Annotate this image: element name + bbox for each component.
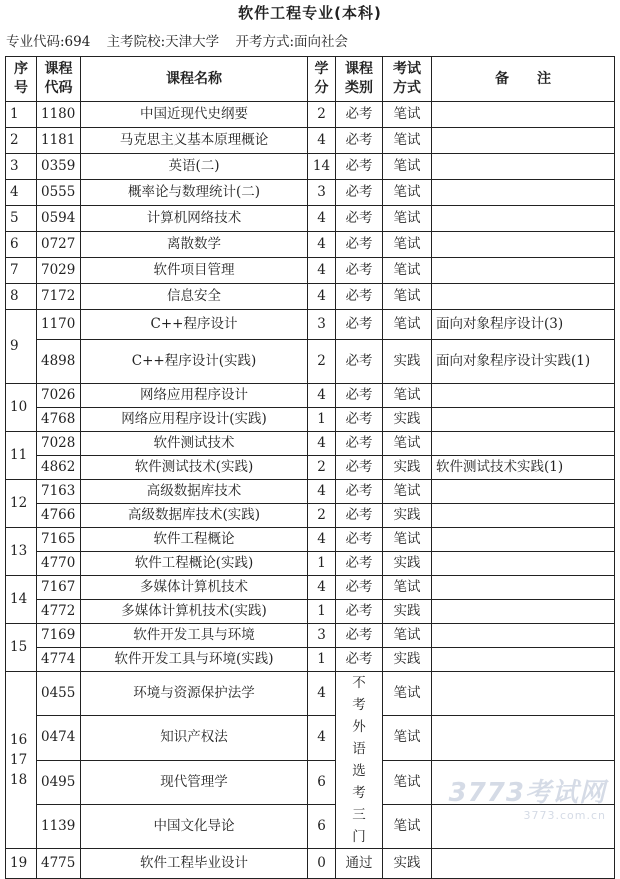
code-cell: 7169: [37, 624, 81, 648]
seq-cell: 13: [6, 528, 37, 576]
credit-cell: 2: [308, 504, 336, 528]
note-cell: [432, 849, 615, 879]
exam-cell: 笔试: [383, 804, 432, 848]
header-type: 课程类别: [336, 57, 383, 102]
exam-cell: 笔试: [383, 180, 432, 206]
note-cell: [432, 258, 615, 284]
credit-cell: 3: [308, 624, 336, 648]
name-cell: 概率论与数理统计(二): [81, 180, 308, 206]
seq-cell: 4: [6, 180, 37, 206]
credit-cell: 6: [308, 804, 336, 848]
type-cell: 必考: [336, 504, 383, 528]
credit-cell: 4: [308, 528, 336, 552]
exam-cell: 实践: [383, 408, 432, 432]
seq-cell: 15: [6, 624, 37, 672]
table-row: [6, 648, 615, 672]
table-row: [6, 180, 615, 206]
seq-cell: 11: [6, 432, 37, 480]
table-row: [6, 408, 615, 432]
code-cell: 4772: [37, 600, 81, 624]
exam-cell: 实践: [383, 340, 432, 384]
note-cell: [432, 576, 615, 600]
type-cell: 必考: [336, 310, 383, 340]
host-school: 主考院校:天津大学: [106, 34, 220, 50]
type-cell: 必考: [336, 340, 383, 384]
table-row: [6, 528, 615, 552]
table-row: [6, 206, 615, 232]
type-cell: 必考: [336, 600, 383, 624]
table-row: [6, 258, 615, 284]
table-row: [6, 340, 615, 384]
name-cell: 多媒体计算机技术: [81, 576, 308, 600]
type-cell: 必考: [336, 384, 383, 408]
credit-cell: 0: [308, 849, 336, 879]
note-cell: [432, 624, 615, 648]
seq-cell: 6: [6, 232, 37, 258]
table-row: [6, 576, 615, 600]
code-cell: 0594: [37, 206, 81, 232]
header-note: 备 注: [432, 57, 615, 102]
seq-cell: 19: [6, 849, 37, 879]
exam-cell: 笔试: [383, 232, 432, 258]
table-row: [6, 384, 615, 408]
note-cell: [432, 432, 615, 456]
header-name: 课程名称: [81, 57, 308, 102]
name-cell: 信息安全: [81, 284, 308, 310]
code-cell: 0359: [37, 154, 81, 180]
exam-cell: 笔试: [383, 528, 432, 552]
exam-cell: 笔试: [383, 310, 432, 340]
credit-cell: 4: [308, 480, 336, 504]
note-cell: [432, 716, 615, 760]
table-row: [6, 232, 615, 258]
table-row: [6, 624, 615, 648]
credit-cell: 3: [308, 310, 336, 340]
table-row: [6, 128, 615, 154]
exam-cell: 实践: [383, 849, 432, 879]
seq-cell: 1: [6, 102, 37, 128]
code-cell: 4770: [37, 552, 81, 576]
credit-cell: 6: [308, 760, 336, 804]
name-cell: 中国近现代史纲要: [81, 102, 308, 128]
name-cell: 网络应用程序设计(实践): [81, 408, 308, 432]
note-cell: 软件测试技术实践(1): [432, 456, 615, 480]
note-cell: [432, 600, 615, 624]
table-row: [6, 480, 615, 504]
note-cell: 面向对象程序设计实践(1): [432, 340, 615, 384]
name-cell: 离散数学: [81, 232, 308, 258]
seq-cell: 8: [6, 284, 37, 310]
program-meta: [6, 30, 360, 50]
note-cell: [432, 552, 615, 576]
note-cell: [432, 154, 615, 180]
name-cell: 高级数据库技术(实践): [81, 504, 308, 528]
credit-cell: 4: [308, 128, 336, 154]
name-cell: 软件工程毕业设计: [81, 849, 308, 879]
exam-cell: 笔试: [383, 102, 432, 128]
credit-cell: 4: [308, 432, 336, 456]
credit-cell: 14: [308, 154, 336, 180]
credit-cell: 4: [308, 716, 336, 760]
type-cell: 必考: [336, 206, 383, 232]
exam-cell: 笔试: [383, 128, 432, 154]
code-cell: 1139: [37, 804, 81, 848]
type-cell: 必考: [336, 552, 383, 576]
type-cell: 必考: [336, 128, 383, 154]
exam-cell: 笔试: [383, 624, 432, 648]
major-code: 专业代码:694: [6, 34, 91, 50]
note-cell: [432, 206, 615, 232]
exam-cell: 实践: [383, 648, 432, 672]
code-cell: 1181: [37, 128, 81, 154]
table-row: [6, 102, 615, 128]
header-code: 课程代码: [37, 57, 81, 102]
note-cell: [432, 284, 615, 310]
table-row: [6, 456, 615, 480]
exam-cell: 笔试: [383, 672, 432, 716]
table-row: [6, 432, 615, 456]
code-cell: 4898: [37, 340, 81, 384]
type-cell: 必考: [336, 528, 383, 552]
type-cell: 必考: [336, 456, 383, 480]
name-cell: 知识产权法: [81, 716, 308, 760]
seq-cell: 12: [6, 480, 37, 528]
note-cell: [432, 528, 615, 552]
type-cell: 必考: [336, 624, 383, 648]
code-cell: 7172: [37, 284, 81, 310]
note-cell: [432, 672, 615, 716]
credit-cell: 4: [308, 384, 336, 408]
credit-cell: 3: [308, 180, 336, 206]
exam-cell: 笔试: [383, 258, 432, 284]
code-cell: 0727: [37, 232, 81, 258]
name-cell: 软件工程概论(实践): [81, 552, 308, 576]
page-title: 软件工程专业(本科): [238, 4, 382, 22]
site-watermark: [449, 772, 606, 822]
type-cell: 必考: [336, 432, 383, 456]
watermark-url: 3773.com.cn: [523, 809, 606, 822]
code-cell: 4766: [37, 504, 81, 528]
code-cell: 7163: [37, 480, 81, 504]
credit-cell: 4: [308, 258, 336, 284]
name-cell: 现代管理学: [81, 760, 308, 804]
credit-cell: 4: [308, 672, 336, 716]
type-cell: 必考: [336, 480, 383, 504]
type-cell: 必考: [336, 648, 383, 672]
exam-cell: 笔试: [383, 480, 432, 504]
code-cell: 7167: [37, 576, 81, 600]
note-cell: [432, 232, 615, 258]
note-cell: [432, 128, 615, 154]
exam-cell: 笔试: [383, 154, 432, 180]
type-cell: 必考: [336, 408, 383, 432]
code-cell: 1180: [37, 102, 81, 128]
seq-cell: 10: [6, 384, 37, 432]
credit-cell: 2: [308, 456, 336, 480]
name-cell: 软件工程概论: [81, 528, 308, 552]
code-cell: 1170: [37, 310, 81, 340]
table-row: [6, 672, 615, 716]
type-cell: 必考: [336, 154, 383, 180]
watermark-logo: 3773考试网: [448, 778, 606, 808]
type-cell: 必考: [336, 576, 383, 600]
code-cell: 4775: [37, 849, 81, 879]
credit-cell: 2: [308, 102, 336, 128]
seq-cell: 7: [6, 258, 37, 284]
table-row: [6, 849, 615, 879]
code-cell: 7028: [37, 432, 81, 456]
code-cell: 4768: [37, 408, 81, 432]
header-seq: 序号: [6, 57, 37, 102]
note-cell: [432, 180, 615, 206]
type-cell: 必考: [336, 258, 383, 284]
code-cell: 7029: [37, 258, 81, 284]
name-cell: 计算机网络技术: [81, 206, 308, 232]
exam-cell: 笔试: [383, 576, 432, 600]
table-header-row: [6, 57, 615, 102]
note-cell: 面向对象程序设计(3): [432, 310, 615, 340]
credit-cell: 4: [308, 576, 336, 600]
type-cell: 必考: [336, 284, 383, 310]
credit-cell: 1: [308, 600, 336, 624]
note-cell: [432, 480, 615, 504]
note-cell: [432, 102, 615, 128]
table-row: [6, 284, 615, 310]
exam-cell: 笔试: [383, 384, 432, 408]
exam-cell: 实践: [383, 600, 432, 624]
code-cell: 7165: [37, 528, 81, 552]
seq-cell: 14: [6, 576, 37, 624]
table-row: [6, 154, 615, 180]
credit-cell: 4: [308, 232, 336, 258]
type-cell: 必考: [336, 232, 383, 258]
code-cell: 4862: [37, 456, 81, 480]
type-cell: 通过: [336, 849, 383, 879]
table-row: [6, 600, 615, 624]
exam-cell: 笔试: [383, 760, 432, 804]
exam-cell: 笔试: [383, 206, 432, 232]
exam-mode: 开考方式:面向社会: [235, 34, 349, 50]
credit-cell: 4: [308, 206, 336, 232]
code-cell: 7026: [37, 384, 81, 408]
credit-cell: 4: [308, 284, 336, 310]
table-row: [6, 310, 615, 340]
seq-cell: 16 17 18: [6, 672, 37, 849]
exam-cell: 笔试: [383, 716, 432, 760]
table-row: [6, 552, 615, 576]
header-credit: 学分: [308, 57, 336, 102]
name-cell: 网络应用程序设计: [81, 384, 308, 408]
code-cell: 0455: [37, 672, 81, 716]
name-cell: 软件项目管理: [81, 258, 308, 284]
name-cell: C++程序设计(实践): [81, 340, 308, 384]
exam-cell: 实践: [383, 552, 432, 576]
credit-cell: 2: [308, 340, 336, 384]
table-row: [6, 716, 615, 760]
seq-cell: 5: [6, 206, 37, 232]
name-cell: 软件测试技术(实践): [81, 456, 308, 480]
table-row: [6, 504, 615, 528]
type-cell: 必考: [336, 102, 383, 128]
type-cell: 必考: [336, 180, 383, 206]
name-cell: 中国文化导论: [81, 804, 308, 848]
name-cell: C++程序设计: [81, 310, 308, 340]
exam-cell: 实践: [383, 504, 432, 528]
credit-cell: 1: [308, 552, 336, 576]
credit-cell: 1: [308, 648, 336, 672]
type-cell: 不考外语选考三门: [336, 672, 383, 849]
name-cell: 软件测试技术: [81, 432, 308, 456]
code-cell: 4774: [37, 648, 81, 672]
seq-cell: 3: [6, 154, 37, 180]
note-cell: [432, 504, 615, 528]
exam-cell: 笔试: [383, 284, 432, 310]
seq-cell: 9: [6, 310, 37, 384]
name-cell: 英语(二): [81, 154, 308, 180]
name-cell: 马克思主义基本原理概论: [81, 128, 308, 154]
code-cell: 0495: [37, 760, 81, 804]
exam-cell: 实践: [383, 456, 432, 480]
exam-cell: 笔试: [383, 432, 432, 456]
header-exam: 考试方式: [383, 57, 432, 102]
name-cell: 软件开发工具与环境(实践): [81, 648, 308, 672]
name-cell: 软件开发工具与环境: [81, 624, 308, 648]
seq-cell: 2: [6, 128, 37, 154]
note-cell: [432, 384, 615, 408]
name-cell: 环境与资源保护法学: [81, 672, 308, 716]
name-cell: 高级数据库技术: [81, 480, 308, 504]
course-table: [5, 56, 615, 879]
code-cell: 0474: [37, 716, 81, 760]
credit-cell: 1: [308, 408, 336, 432]
code-cell: 0555: [37, 180, 81, 206]
note-cell: [432, 648, 615, 672]
note-cell: [432, 408, 615, 432]
name-cell: 多媒体计算机技术(实践): [81, 600, 308, 624]
